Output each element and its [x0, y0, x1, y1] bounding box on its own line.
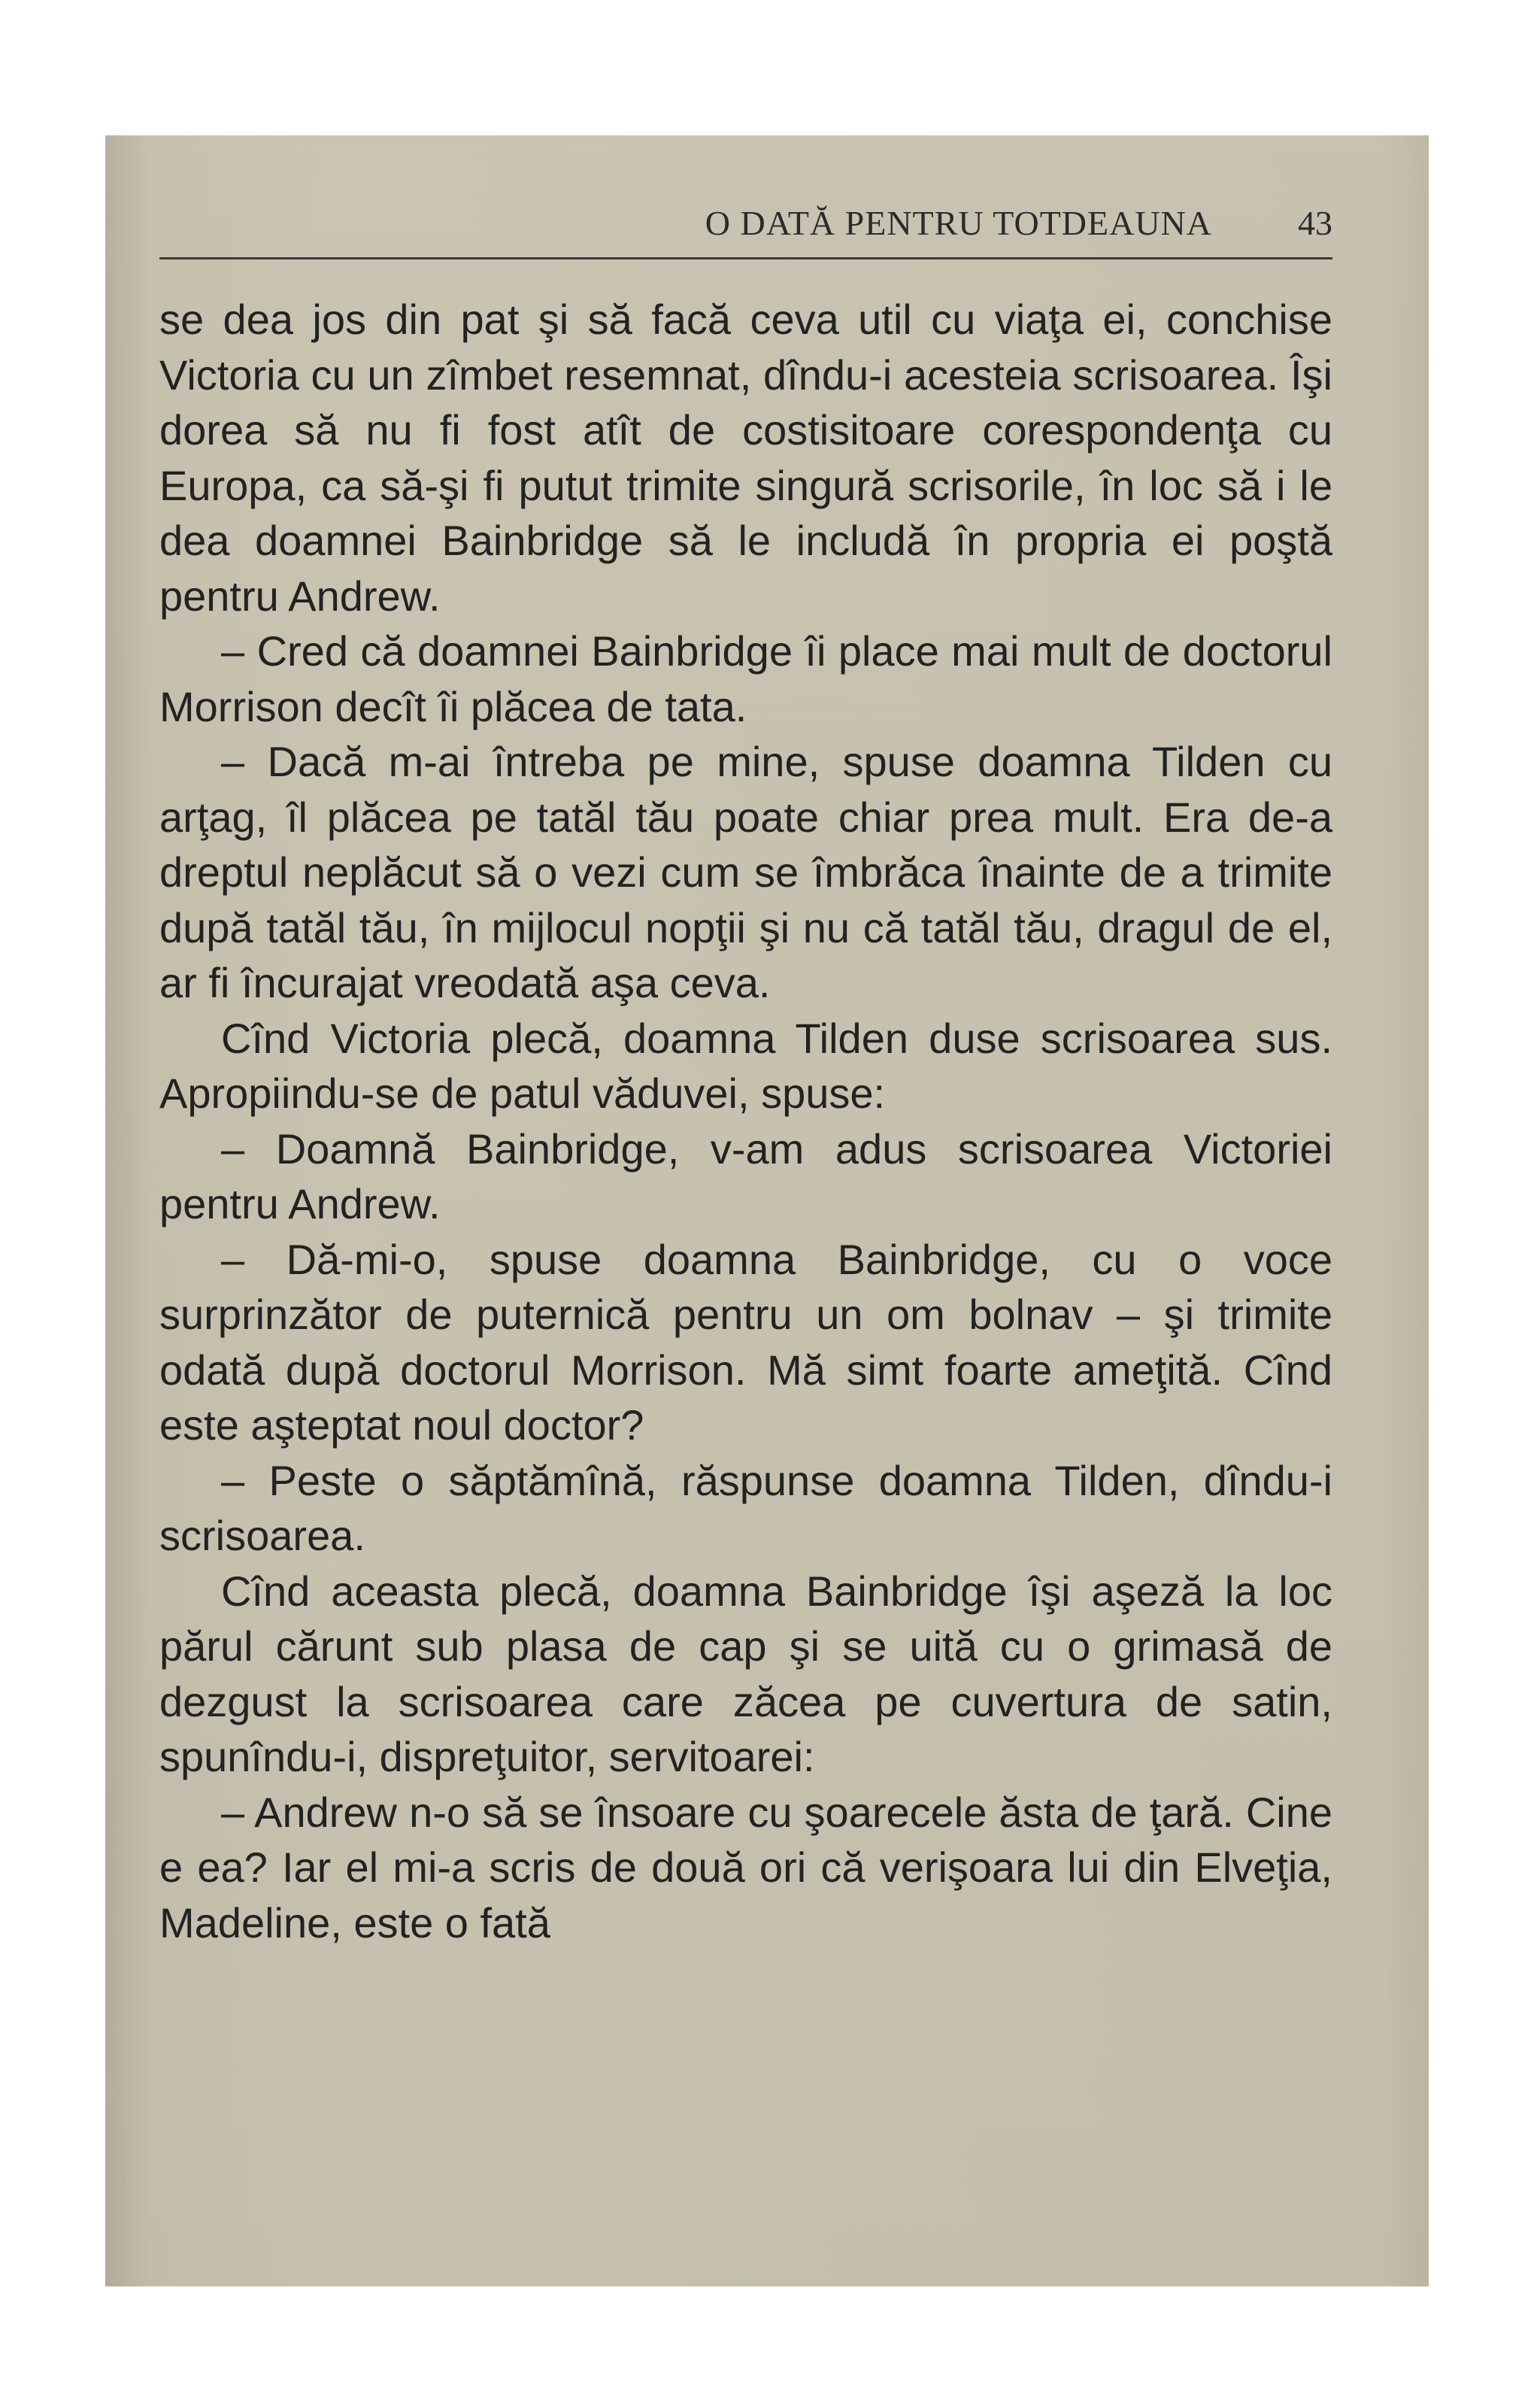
body-text	[159, 292, 1332, 1950]
paragraph: – Peste o săptămînă, răspunse doamna Tilden, dîndu-i scrisoarea.	[159, 1456, 1332, 1559]
paragraph: – Doamnă Bainbridge, v-am adus scrisoarea Victoriei pentru Andrew.	[159, 1124, 1332, 1227]
header-rule	[159, 257, 1332, 259]
paragraph: – Cred că doamnei Bainbridge îi place mai mult de doctorul Morrison decît îi plăcea de tata.	[159, 627, 1332, 730]
paragraph: – Andrew n-o să se însoare cu şoarecele ăsta de ţară. Cine e ea? Iar el mi-a scris de două ori că verişoara lui din Elveţia, Madeline, este o fată	[159, 1788, 1332, 1946]
page-number: 43	[1298, 204, 1332, 242]
running-title: O DATĂ PENTRU TOTDEAUNA	[705, 204, 1212, 242]
paragraph: – Dă-mi-o, spuse doamna Bainbridge, cu o voce surprinzător de puternică pentru un om bolnav – şi trimite odată după doctorul Morrison. Mă simt foarte ameţită. Cînd este aşteptat noul doctor?	[159, 1235, 1332, 1449]
paragraph: – Dacă m-ai întreba pe mine, spuse doamna Tilden cu arţag, îl plăcea pe tatăl tău poate chiar prea mult. Era de-a dreptul neplăcut să o vezi cum se îmbrăca înainte de a trimite după tatăl tău, în mijlocul nopţii şi nu că tatăl tău, dragul de el, ar fi încurajat vreodată aşa ceva.	[159, 738, 1332, 1006]
paragraph: se dea jos din pat şi să facă ceva util cu viaţa ei, conchise Victoria cu un zîmbet resemnat, dîndu-i acesteia scrisoarea. Îşi dorea să nu fi fost atît de costisitoare corespondenţa cu Europa, ca să-şi fi putut trimite singură scrisorile, în loc să i le dea doamnei Bainbridge să le includă în propria ei poştă pentru Andrew.	[159, 296, 1332, 620]
paragraph: Cînd aceasta plecă, doamna Bainbridge îşi aşeză la loc părul cărunt sub plasa de cap şi se uită cu o grimasă de dezgust la scrisoarea care zăcea pe cuvertura de satin, spunîndu-i, dispreţuitor, servitoarei:	[159, 1567, 1332, 1780]
paragraph: Cînd Victoria plecă, doamna Tilden duse scrisoarea sus. Apropiindu-se de patul văduvei, spuse:	[159, 1014, 1332, 1117]
page-header	[159, 203, 1332, 248]
